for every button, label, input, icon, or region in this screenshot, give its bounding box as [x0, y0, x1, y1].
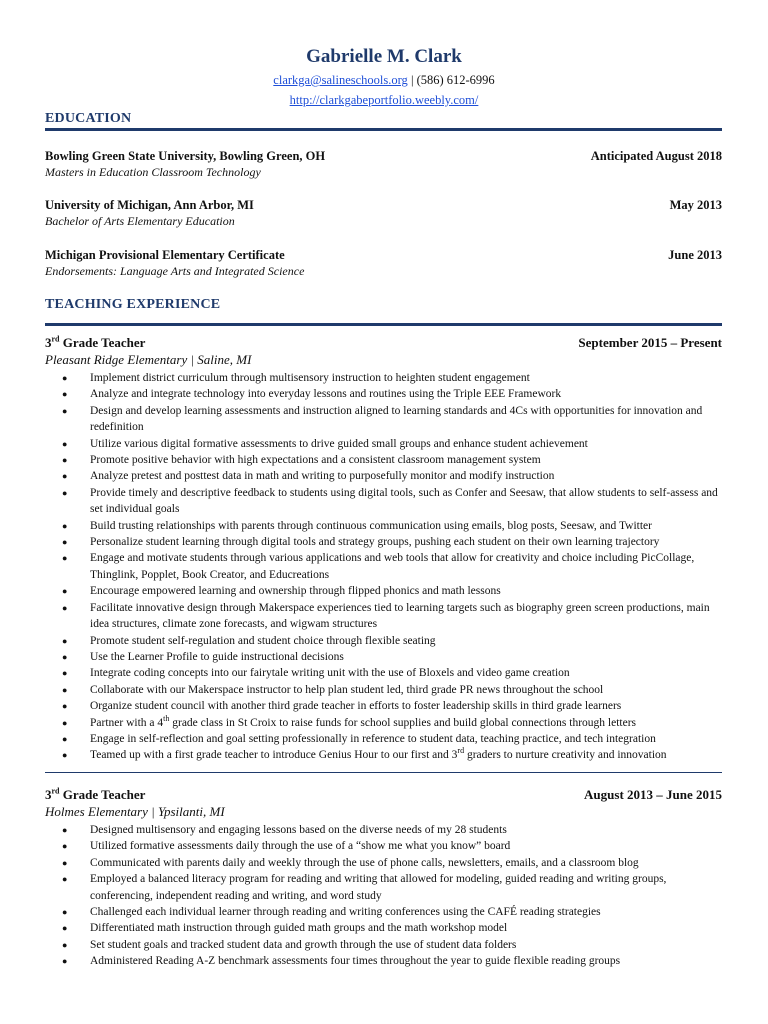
bullet-item: ● Integrate coding concepts into our fairytale writing unit with the use of Bloxels and video game creation — [45, 665, 722, 681]
job-title: 3rd Grade Teacher — [45, 334, 146, 350]
bullet-item: ● Engage in self-reflection and goal setting professionally in reference to student data, teaching practice, and tech integration — [45, 731, 722, 747]
website-line — [0, 93, 768, 108]
experience-divider — [45, 323, 722, 326]
website-link[interactable]: http://clarkgabeportfolio.weebly.com/ — [289, 93, 479, 107]
phone-text: | (586) 612-6996 — [407, 73, 495, 87]
job-title: 3rd Grade Teacher — [45, 786, 146, 802]
job-school: Pleasant Ridge Elementary | Saline, MI — [45, 352, 252, 367]
bullet-item: ● Administered Reading A-Z benchmark assessments four times throughout the year to guide flexible reading groups — [45, 953, 722, 969]
job-entry — [45, 786, 722, 970]
education-detail: Endorsements: Language Arts and Integrated Science — [45, 264, 305, 278]
education-divider — [45, 128, 722, 131]
education-entry — [45, 197, 722, 229]
education-date: May 2013 — [669, 198, 722, 212]
job-divider — [45, 772, 722, 773]
job-dates: August 2013 – June 2015 — [584, 787, 722, 802]
bullet-item: ● Differentiated math instruction through guided math groups and the math workshop model — [45, 920, 722, 936]
job-bullets — [45, 822, 722, 970]
education-date: June 2013 — [668, 248, 722, 262]
bullet-item: ● Partner with a 4th grade class in St Croix to raise funds for school supplies and build global connections through letters — [45, 715, 722, 731]
experience-heading: TEACHING EXPERIENCE — [45, 297, 221, 312]
bullet-item: ● Utilized formative assessments daily through the use of a “show me what you know” board — [45, 838, 722, 854]
bullet-item: ● Personalize student learning through digital tools and strategy groups, pushing each student on their own learning trajectory — [45, 534, 722, 550]
resume-name: Gabrielle M. Clark — [306, 46, 462, 67]
job-dates: September 2015 – Present — [578, 335, 722, 350]
bullet-item: ● Organize student council with another third grade teacher in efforts to foster leadership skills in third grade learners — [45, 698, 722, 714]
bullet-item: ● Provide timely and descriptive feedback to students using digital tools, such as Confer and Seesaw, that allow students to self-assess and set individual goals — [45, 485, 722, 518]
education-school: University of Michigan, Ann Arbor, MI — [45, 198, 254, 212]
bullet-item: ● Promote student self-regulation and student choice through flexible seating — [45, 633, 722, 649]
email-link[interactable]: clarkga@salineschools.org — [273, 73, 408, 87]
bullet-item: ● Collaborate with our Makerspace instructor to help plan student led, third grade PR news throughout the school — [45, 682, 722, 698]
bullet-item: ● Set student goals and tracked student data and growth through the use of student data folders — [45, 937, 722, 953]
education-heading: EDUCATION — [45, 111, 132, 126]
bullet-item: ● Employed a balanced literacy program for reading and writing that allowed for modeling, guided reading and writing groups, conferencing, independent reading and writing, and word study — [45, 871, 722, 904]
bullet-item: ● Design and develop learning assessments and instruction aligned to learning standards and 4Cs with opportunities for innovation and redefinition — [45, 403, 722, 436]
education-detail: Masters in Education Classroom Technology — [45, 165, 261, 179]
bullet-item: ● Analyze pretest and posttest data in math and writing to purposefully monitor and modify instruction — [45, 468, 722, 484]
bullet-item: ● Communicated with parents daily and weekly through the use of phone calls, newsletters, emails, and a classroom blog — [45, 855, 722, 871]
bullet-item: ● Designed multisensory and engaging lessons based on the diverse needs of my 28 students — [45, 822, 722, 838]
education-detail: Bachelor of Arts Elementary Education — [45, 214, 235, 228]
education-date: Anticipated August 2018 — [590, 149, 722, 163]
bullet-item: ● Challenged each individual learner through reading and writing conferences using the CAFÉ reading strategies — [45, 904, 722, 920]
bullet-item: ● Teamed up with a first grade teacher to introduce Genius Hour to our first and 3rd graders to nurture creativity and innovation — [45, 747, 722, 763]
contact-line — [0, 73, 768, 88]
bullet-item: ● Engage and motivate students through various applications and web tools that allow for creativity and choice including PicCollage, Thinglink, Popplet, Book Creator, and Educreations — [45, 550, 722, 583]
education-entry — [45, 148, 722, 180]
bullet-item: ● Facilitate innovative design through Makerspace experiences tied to learning targets such as biography green screen productions, main idea structures, climate zone forecasts, and wigwam structures — [45, 600, 722, 633]
job-entry — [45, 334, 722, 764]
bullet-item: ● Encourage empowered learning and ownership through flipped phonics and math lessons — [45, 583, 722, 599]
bullet-item: ● Analyze and integrate technology into everyday lessons and routines using the Triple EEE Framework — [45, 386, 722, 402]
education-school: Bowling Green State University, Bowling Green, OH — [45, 149, 326, 163]
job-school: Holmes Elementary | Ypsilanti, MI — [45, 804, 225, 819]
education-entry — [45, 247, 722, 279]
bullet-item: ● Implement district curriculum through multisensory instruction to heighten student engagement — [45, 370, 722, 386]
education-school: Michigan Provisional Elementary Certificate — [45, 248, 285, 262]
bullet-item: ● Use the Learner Profile to guide instructional decisions — [45, 649, 722, 665]
bullet-item: ● Build trusting relationships with parents through continuous communication using emails, blog posts, Seesaw, and Twitter — [45, 518, 722, 534]
bullet-item: ● Promote positive behavior with high expectations and a consistent classroom management system — [45, 452, 722, 468]
bullet-item: ● Utilize various digital formative assessments to drive guided small groups and enhance student achievement — [45, 436, 722, 452]
job-bullets — [45, 370, 722, 764]
